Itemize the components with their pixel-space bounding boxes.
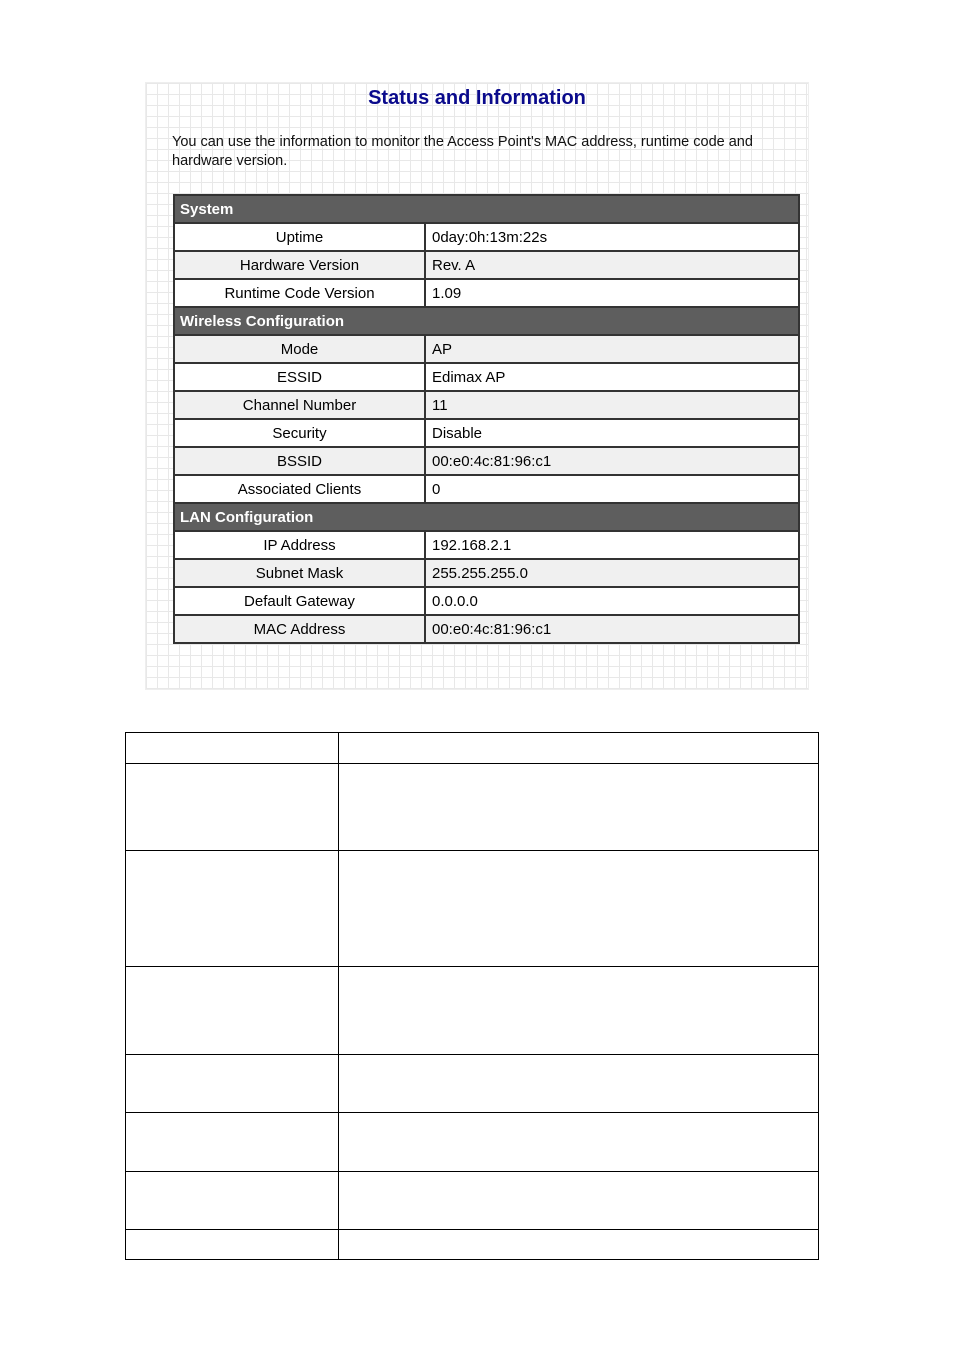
intro-text: You can use the information to monitor the Access Point's MAC address, runtime code and hardware version. xyxy=(172,134,753,169)
row-value: 11 xyxy=(425,391,799,419)
table-cell xyxy=(126,1113,339,1172)
table-cell xyxy=(339,851,819,967)
row-value: Disable xyxy=(425,419,799,447)
section-header-wireless: Wireless Configuration xyxy=(174,307,799,335)
table-cell xyxy=(339,1230,819,1260)
row-value: 1.09 xyxy=(425,279,799,307)
table-cell xyxy=(126,733,339,764)
row-value: Edimax AP xyxy=(425,363,799,391)
row-value: 255.255.255.0 xyxy=(425,559,799,587)
row-label: Uptime xyxy=(174,223,425,251)
table-cell xyxy=(339,1172,819,1230)
table-cell xyxy=(126,1230,339,1260)
row-value: 00:e0:4c:81:96:c1 xyxy=(425,447,799,475)
row-label: Associated Clients xyxy=(174,475,425,503)
status-screenshot-panel xyxy=(145,82,809,690)
row-label: MAC Address xyxy=(174,615,425,643)
row-value: 192.168.2.1 xyxy=(425,531,799,559)
page-title: Status and Information xyxy=(368,87,586,109)
table-cell xyxy=(126,967,339,1055)
section-header-system: System xyxy=(174,195,799,223)
table-cell xyxy=(126,1055,339,1113)
row-label: Runtime Code Version xyxy=(174,279,425,307)
table-cell xyxy=(126,1172,339,1230)
row-label: BSSID xyxy=(174,447,425,475)
row-label: ESSID xyxy=(174,363,425,391)
row-label: Default Gateway xyxy=(174,587,425,615)
table-cell xyxy=(339,764,819,851)
table-cell xyxy=(339,1113,819,1172)
row-label: Hardware Version xyxy=(174,251,425,279)
section-header-lan: LAN Configuration xyxy=(174,503,799,531)
table-cell xyxy=(339,733,819,764)
row-value: 0.0.0.0 xyxy=(425,587,799,615)
row-label: Channel Number xyxy=(174,391,425,419)
row-value: 0 xyxy=(425,475,799,503)
table-cell xyxy=(339,967,819,1055)
row-value: 0day:0h:13m:22s xyxy=(425,223,799,251)
row-label: Subnet Mask xyxy=(174,559,425,587)
status-table xyxy=(173,194,800,644)
table-cell xyxy=(126,851,339,967)
table-cell xyxy=(126,764,339,851)
row-value: Rev. A xyxy=(425,251,799,279)
row-label: Security xyxy=(174,419,425,447)
document-description-table xyxy=(125,732,819,1260)
table-cell xyxy=(339,1055,819,1113)
row-label: Mode xyxy=(174,335,425,363)
row-value: AP xyxy=(425,335,799,363)
row-value: 00:e0:4c:81:96:c1 xyxy=(425,615,799,643)
row-label: IP Address xyxy=(174,531,425,559)
